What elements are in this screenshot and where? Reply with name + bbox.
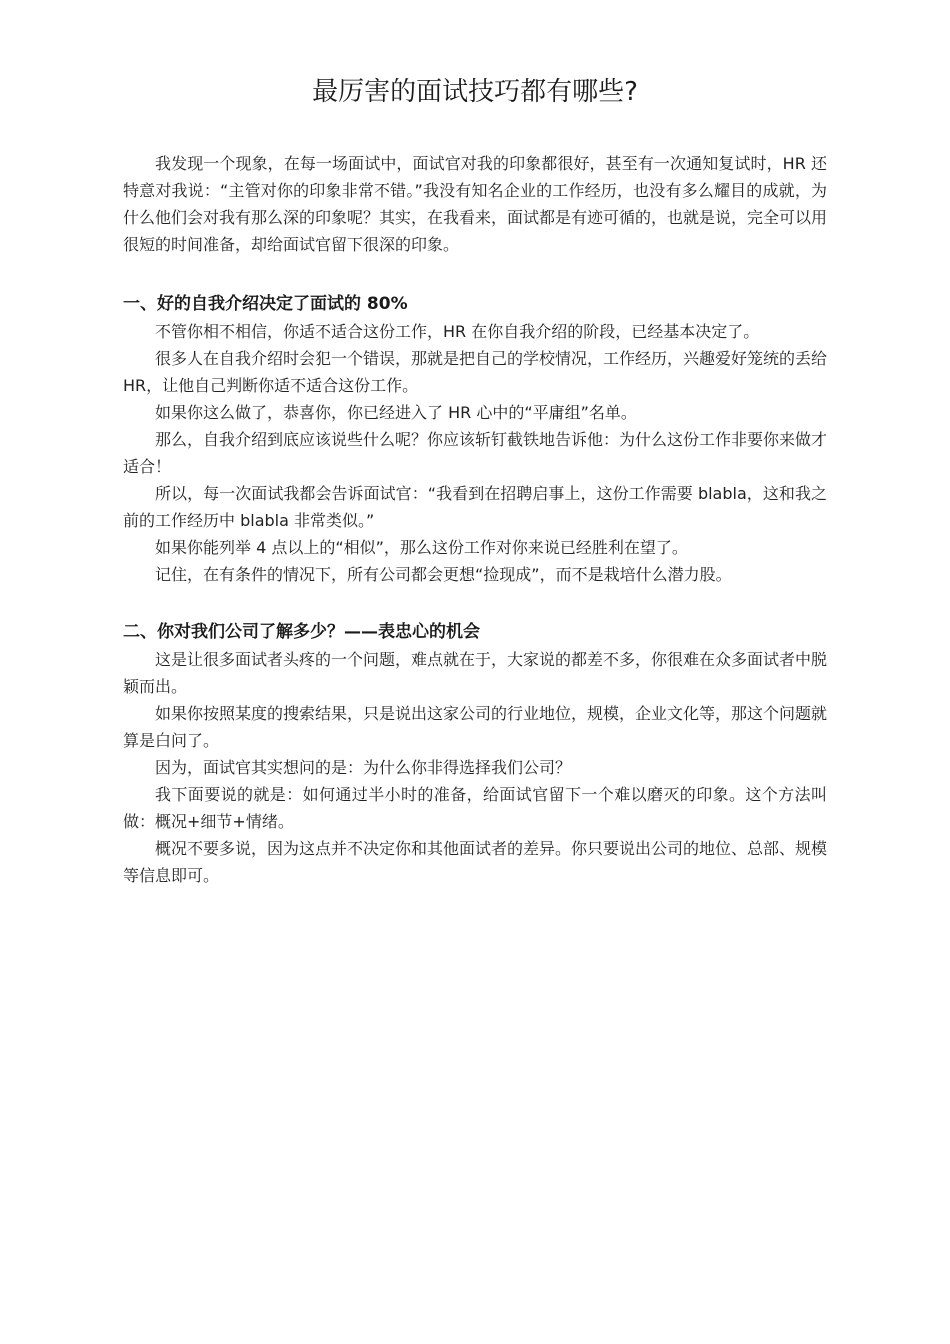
intro-paragraph: 我发现一个现象，在每一场面试中，面试官对我的印象都很好，甚至有一次通知复试时，HR 还特意对我说：“主管对你的印象非常不错。”我没有知名企业的工作经历，也没有多么耀目的成就，为什么他们会对我有那么深的印象呢？其实，在我看来，面试都是有迹可循的，也就是说，完全可以用很短的时间准备，却给面试官留下很深的印象。: [123, 154, 828, 254]
section-heading: 一、好的自我介绍决定了面试的 80%: [123, 294, 408, 314]
paragraph: 如果你按照某度的搜索结果，只是说出这家公司的行业地位，规模，企业文化等，那这个问题就算是白问了。: [123, 704, 828, 750]
document-body: [123, 150, 827, 919]
paragraph: 所以，每一次面试我都会告诉面试官：“我看到在招聘启事上，这份工作需要 blabla，这和我之前的工作经历中 blabla 非常类似。”: [123, 484, 827, 530]
paragraph: 因为，面试官其实想问的是：为什么你非得选择我们公司？: [155, 758, 572, 777]
paragraph: 如果你这么做了，恭喜你，你已经进入了 HR 心中的“平庸组”名单。: [155, 403, 637, 422]
paragraph: 不管你相不相信，你适不适合这份工作，HR 在你自我介绍的阶段，已经基本决定了。: [155, 322, 760, 341]
document-title: 最厉害的面试技巧都有哪些?: [312, 77, 638, 107]
section-2: [123, 618, 827, 889]
section-1: [123, 290, 827, 588]
paragraph: 记住，在有条件的情况下，所有公司都会更想“捡现成”，而不是栽培什么潜力股。: [155, 565, 732, 584]
paragraph: 概况不要多说，因为这点并不决定你和其他面试者的差异。你只要说出公司的地位、总部、规模等信息即可。: [123, 839, 828, 885]
paragraph: 很多人在自我介绍时会犯一个错误，那就是把自己的学校情况，工作经历，兴趣爱好笼统的丢给 HR，让他自己判断你适不适合这份工作。: [123, 349, 828, 395]
paragraph: 如果你能列举 4 点以上的“相似”，那么这份工作对你来说已经胜利在望了。: [155, 538, 688, 557]
paragraph: 那么，自我介绍到底应该说些什么呢？你应该斩钉截铁地告诉他：为什么这份工作非要你来做才适合！: [123, 430, 828, 476]
paragraph: 这是让很多面试者头疼的一个问题，难点就在于，大家说的都差不多，你很难在众多面试者中脱颖而出。: [123, 650, 828, 696]
section-heading: 二、你对我们公司了解多少？——表忠心的机会: [123, 622, 480, 642]
paragraph: 我下面要说的就是：如何通过半小时的准备，给面试官留下一个难以磨灭的印象。这个方法叫做：概况+细节+情绪。: [123, 785, 827, 831]
